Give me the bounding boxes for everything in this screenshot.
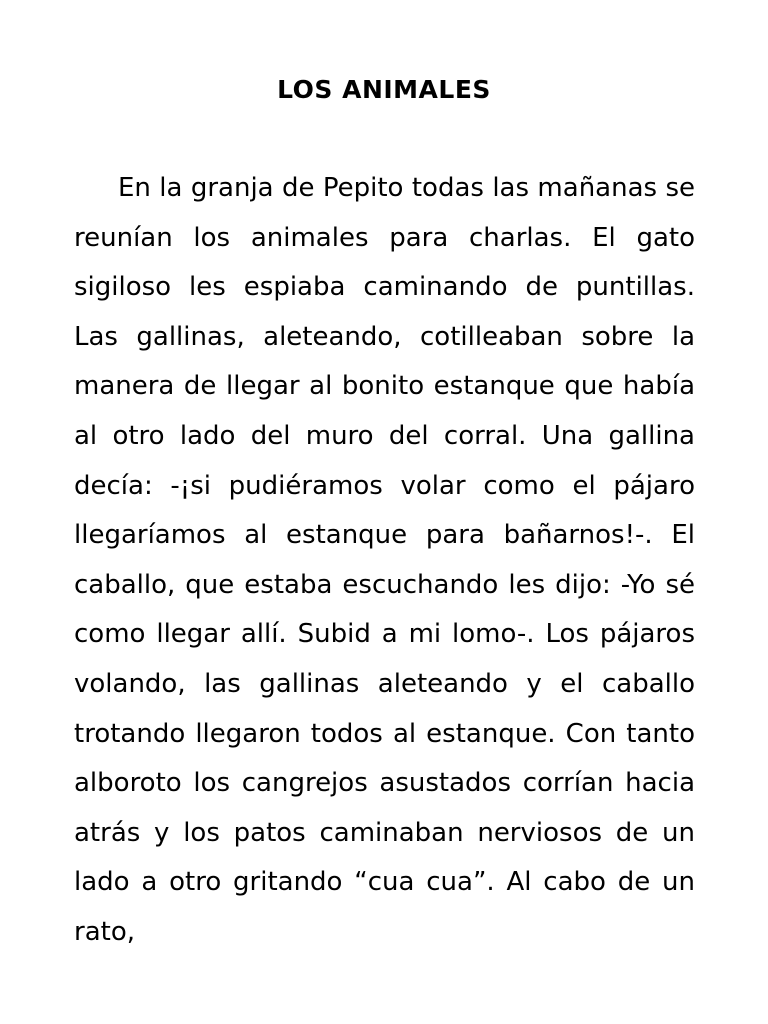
document-title: LOS ANIMALES [277,75,491,104]
story-paragraph: En la granja de Pepito todas las mañanas se reunían los animales para charlas. El gato sigiloso les espiaba caminando de puntillas. Las gallinas, aleteando, cotilleaban sobre la manera de llegar al bonito estanque que había al otro lado del muro del corral. Una gallina decía: -¡si pudiéramos volar como el pájaro llegaríamos al estanque para bañarnos!-. El caballo, que estaba escuchando les dijo: -Yo sé como llegar allí. Subid a mi lomo-. Los pájaros volando, las gallinas aleteando y el caballo trotando llegaron todos al estanque. Con tanto alboroto los cangrejos asustados corrían hacia atrás y los patos caminaban nerviosos de un lado a otro gritando “cua cua”. Al cabo de un rato, [74,173,695,947]
